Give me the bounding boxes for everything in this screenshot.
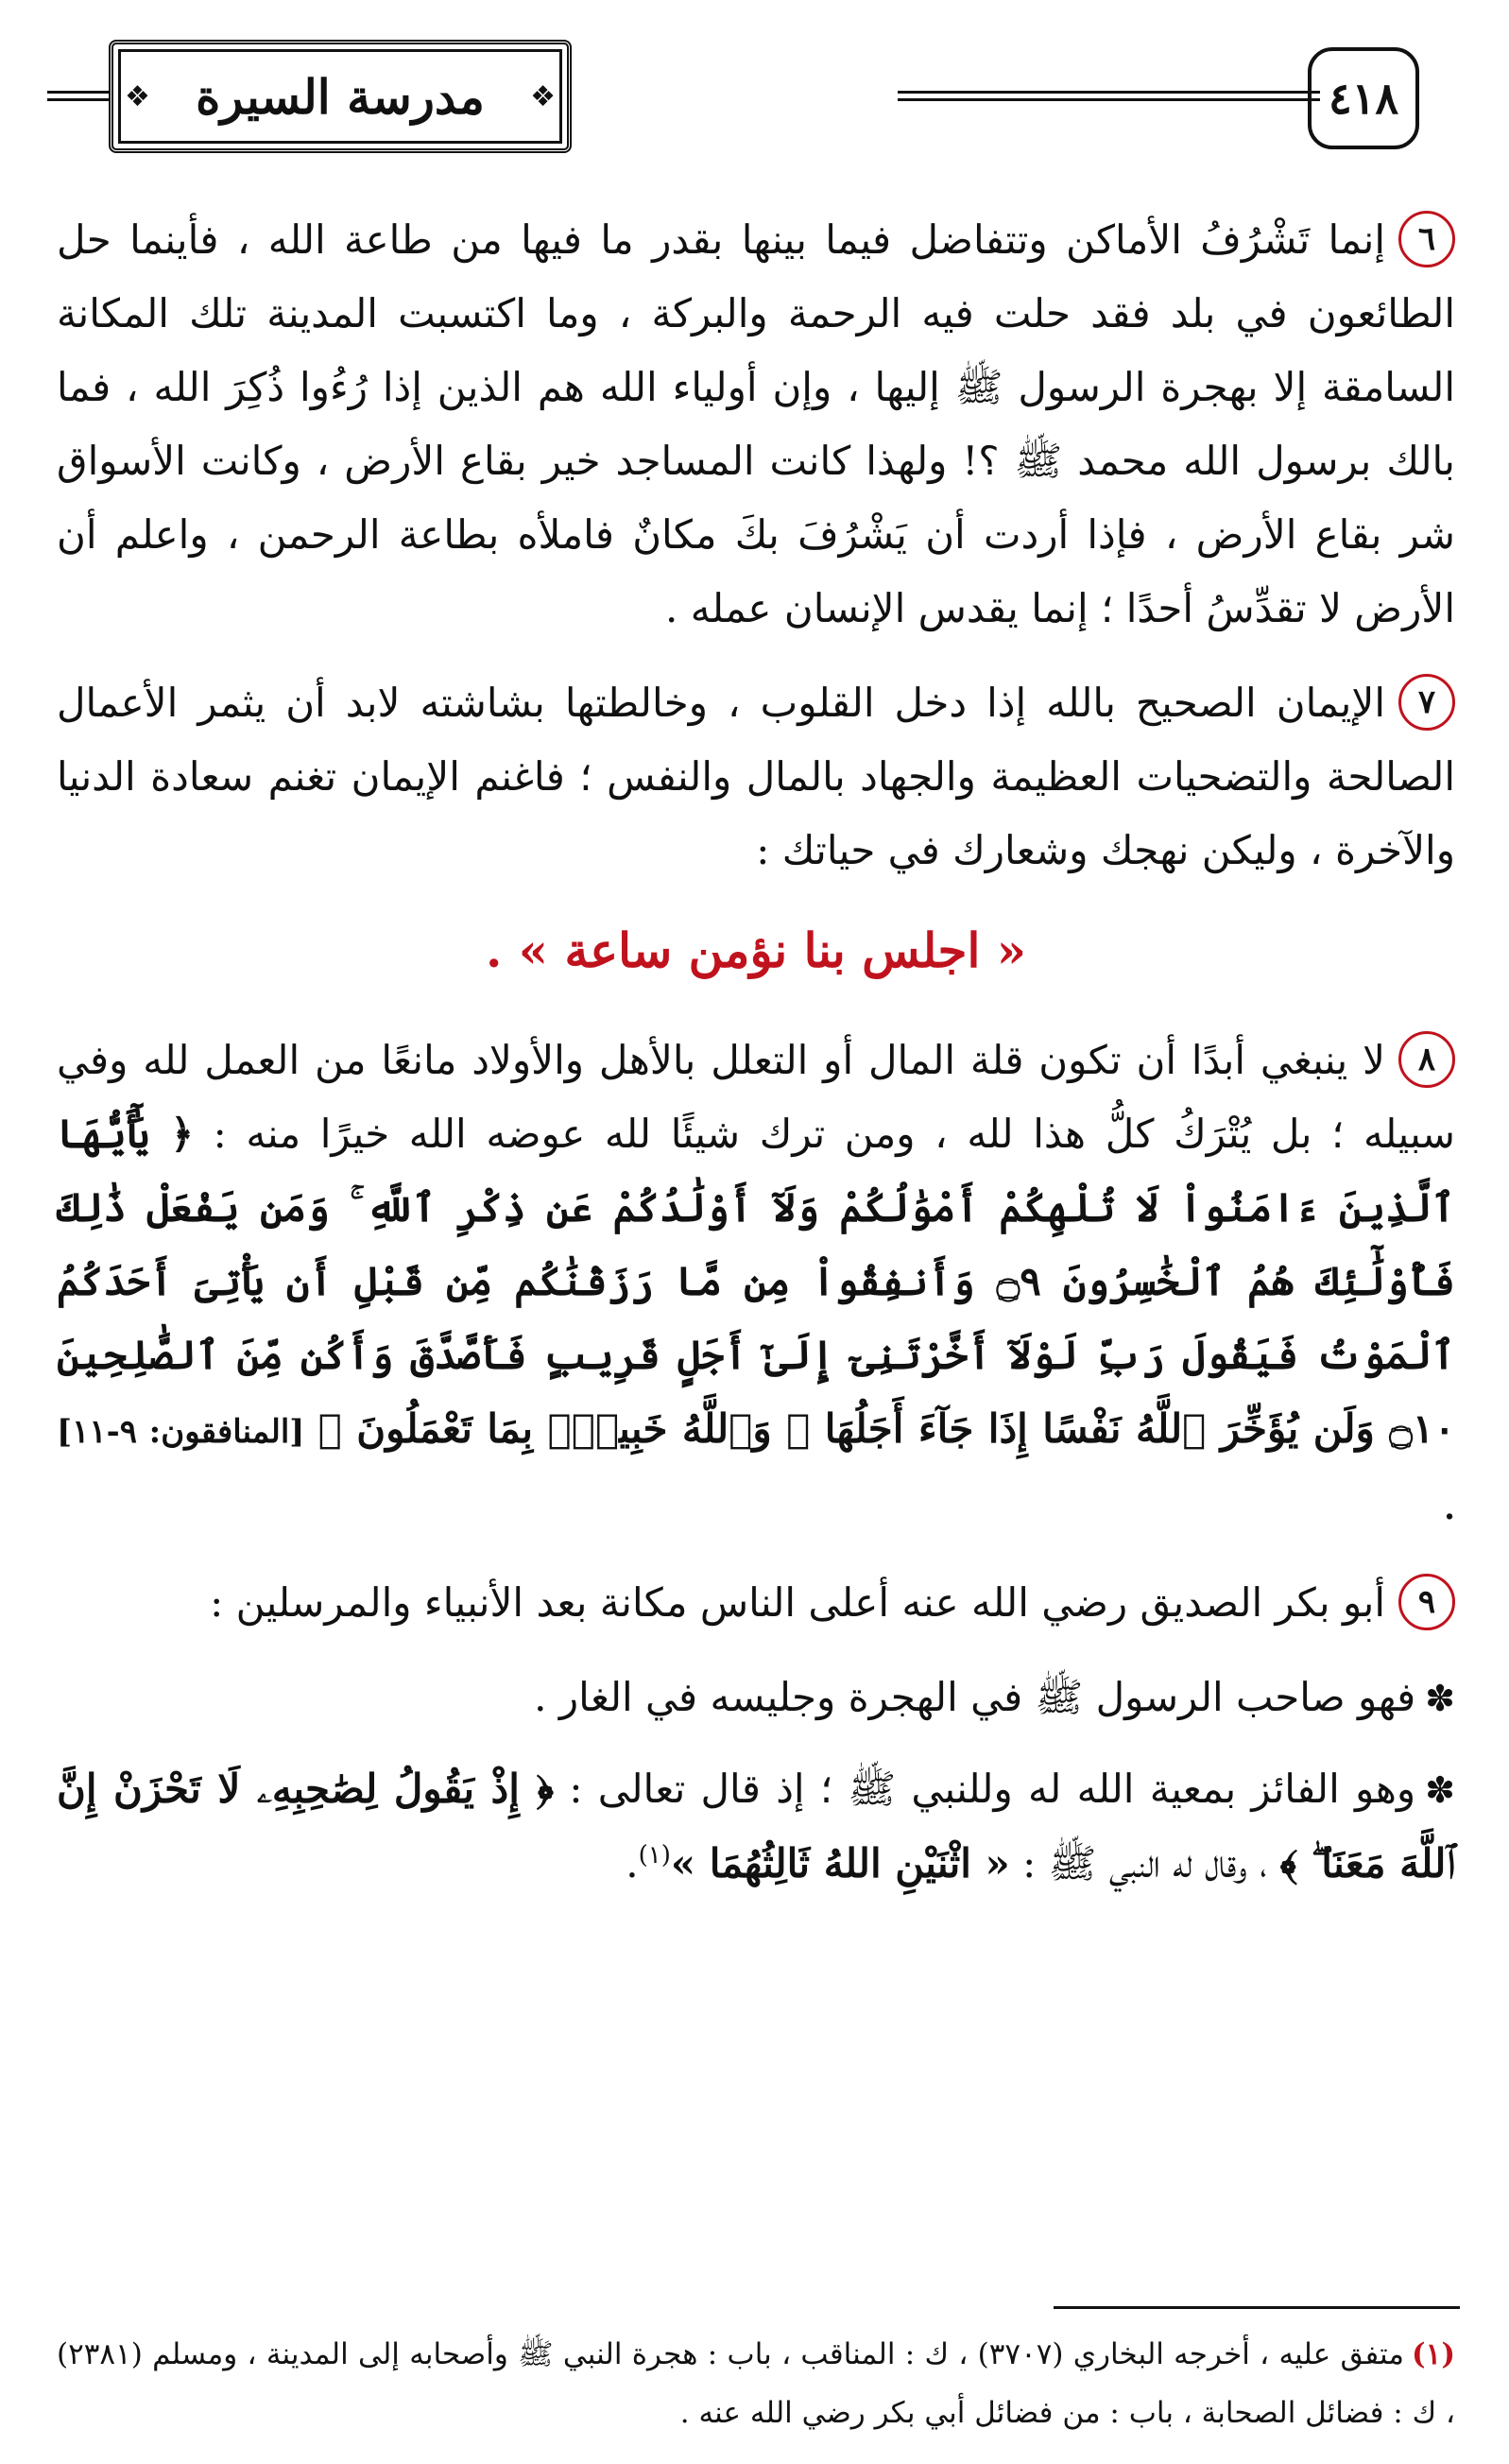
paragraph-8 [57,1024,1455,1545]
footnote [57,2325,1455,2442]
ornament-icon: ❖ [530,80,556,113]
paragraph-text: أبو بكر الصديق رضي الله عنه أعلى الناس مكانة بعد الأنبياء والمرسلين : [210,1579,1385,1626]
paragraph-text: إنما تَشْرُفُ الأماكن وتتفاضل فيما بينها بقدر ما فيها من طاعة الله ، فأينما حل الطائعون في بلد فقد حلت فيه الرحمة والبركة ، وما اكتسبت المدينة تلك المكانة السامقة إلا بهجرة الرسول ﷺ إليها ، وإن أولياء الله هم الذين إذا رُءُوا ذُكِرَ الله ، فما بالك برسول الله محمد ﷺ ؟! ولهذا كانت المساجد خير بقاع الأرض ، وكانت الأسواق شر بقاع الأرض ، فإذا أردت أن يَشْرُفَ بكَ مكانٌ فاملأه بطاعة الرحمن ، واعلم أن الأرض لا تقدِّسُ أحدًا ؛ إنما يقدس الإنسان عمله . [57,216,1455,631]
footnote-marker: (١) [1412,2337,1455,2371]
header-rule-right [898,91,1320,101]
hadith-quote: « اثْنَيْنِ اللهُ ثَالِثُهُمَا » [670,1840,1010,1887]
paragraph-number-badge: ٦ [1398,211,1455,267]
footnote-separator [1054,2306,1460,2309]
bullet-item-1 [57,1661,1455,1735]
bullet-text: وهو الفائز بمعية الله له وللنبي ﷺ ؛ إذ قال تعالى : [569,1766,1416,1812]
paragraph-number-badge: ٩ [1398,1574,1455,1630]
quran-verse: ﴿ يَٰٓأَيُّهَا ٱلَّذِينَ ءَامَنُواْ لَا تُلْهِكُمْ أَمْوَٰلُكُمْ وَلَآ أَوْلَٰدُكُمْ عَن ذِكْرِ ٱللَّهِ ۚ وَمَن يَفْعَلْ ذَٰلِكَ فَأُوْلَٰٓئِكَ هُمُ ٱلْخَٰسِرُونَ ۝٩ وَأَنفِقُواْ مِن مَّا رَزَقْنَٰكُم مِّن قَبْلِ أَن يَأْتِىَ أَحَدَكُمُ ٱلْمَوْتُ فَيَقُولَ رَبِّ لَوْلَآ أَخَّرْتَنِىٓ إِلَىٰٓ أَجَلٍ قَرِيبٍ فَأَصَّدَّقَ وَأَكُن مِّنَ ٱلصَّٰلِحِينَ ۝١٠ وَلَن يُؤَخِّرَ ٱللَّهُ نَفْسًا إِذَا جَآءَ أَجَلُهَا ۚ وَٱللَّهُ خَبِيرٌۢ بِمَا تَعْمَلُونَ ﴾ [57,1111,1456,1452]
star-bullet-icon: ✽ [1425,1678,1455,1719]
book-title-frame [109,40,572,153]
sentence-end: . [626,1840,639,1887]
paragraph-text: الإيمان الصحيح بالله إذا دخل القلوب ، وخالطتها بشاشته لابد أن يثمر الأعمال الصالحة والتضحيات العظيمة والجهاد بالمال والنفس ؛ فاغنم الإيمان تغنم سعادة الدنيا والآخرة ، وليكن نهجك وشعارك في حياتك : [57,680,1455,873]
paragraph-number-badge: ٧ [1398,674,1455,731]
highlighted-quote: « اجلس بنا نؤمن ساعة » . [485,922,1027,978]
bullet-text-continued: ، وقال له النبي ﷺ : [1022,1840,1268,1887]
verse-reference: [المنافقون: ٩-١١] . [57,1413,1455,1527]
page-header [47,38,1462,151]
main-text [57,203,1455,1918]
paragraph-9 [57,1566,1455,1640]
header-rule-left [47,91,109,101]
footnote-text: متفق عليه ، أخرجه البخاري (٣٧٠٧) ، ك : المناقب ، باب : هجرة النبي ﷺ وأصحابه إلى المدينة ، ومسلم (٢٣٨١) ، ك : فضائل الصحابة ، باب : من فضائل أبي بكر رضي الله عنه . [57,2337,1455,2430]
paragraph-7 [57,666,1455,887]
ornament-icon: ❖ [125,80,150,113]
paragraph-6 [57,203,1455,646]
paragraph-number-badge: ٨ [1398,1031,1455,1088]
page-number: ٤١٨ [1308,47,1419,149]
bullet-item-2 [57,1752,1455,1901]
paragraph-text: لا ينبغي أبدًا أن تكون قلة المال أو التعلل بالأهل والأولاد مانعًا من العمل لله وفي سبيله ؛ بل يُتْرَكُ كلُّ هذا لله ، ومن ترك شيئًا لله عوضه الله خيرًا منه : [57,1037,1455,1157]
quran-verse: ﴿ إِذْ يَقُولُ لِصَٰحِبِهِۦ لَا تَحْزَنْ إِنَّ ٱللَّهَ مَعَنَا ۖ ﴾ [57,1766,1455,1887]
star-bullet-icon: ✽ [1425,1769,1456,1811]
book-title: مدرسة السيرة [196,68,485,125]
footnote-reference[interactable]: (١) [638,1841,671,1870]
bullet-text: فهو صاحب الرسول ﷺ في الهجرة وجليسه في الغار . [534,1674,1416,1720]
